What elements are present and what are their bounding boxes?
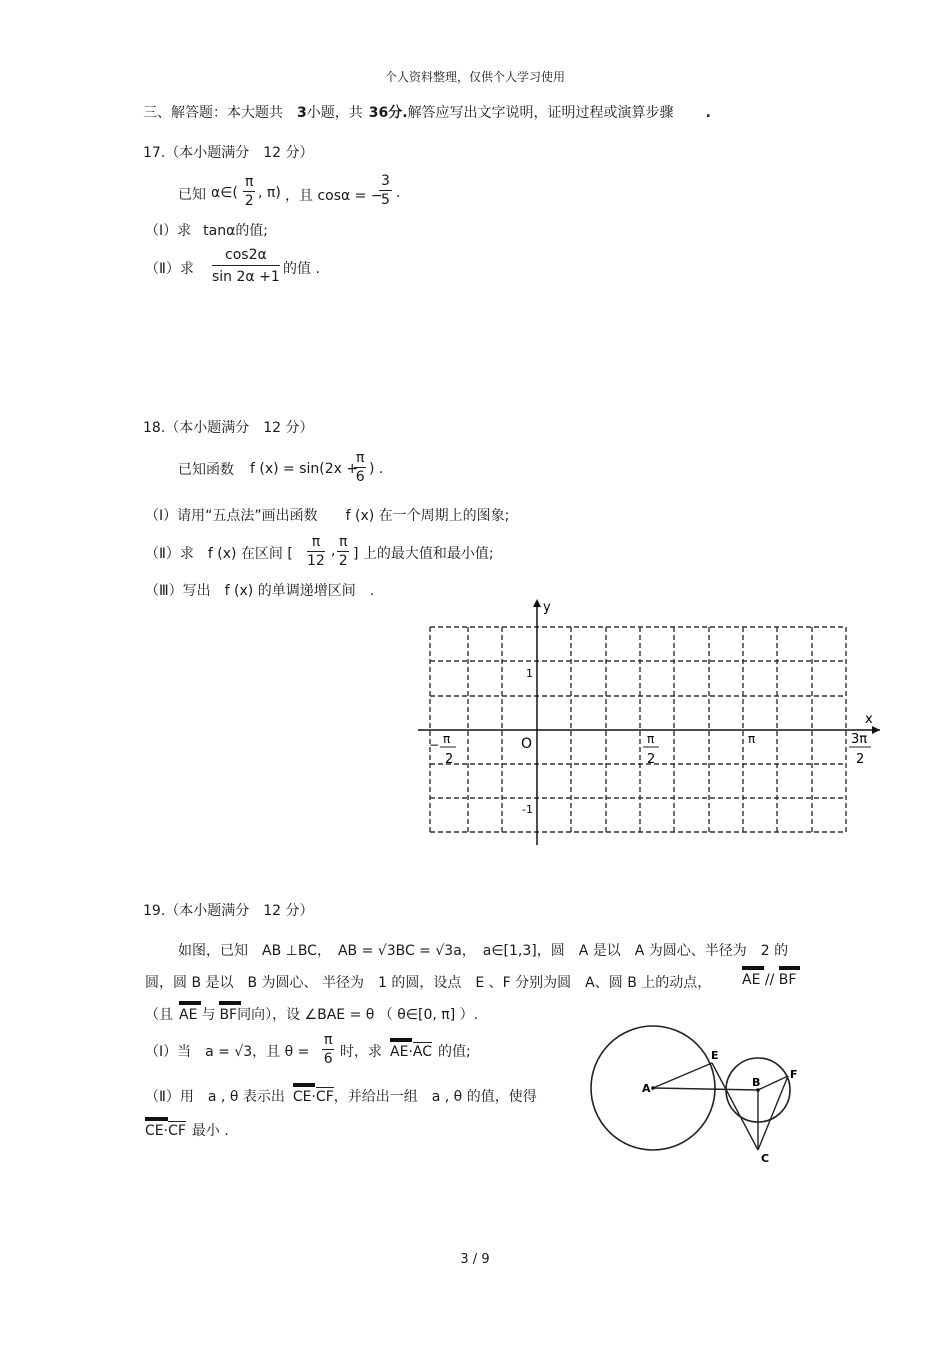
q18-part1: （Ⅰ）请用“五点法”画出函数 f (x) 在一个周期上的图象; [145,508,510,524]
q19-frac-pi: π [324,1032,333,1048]
vector-bf: BF [778,972,797,988]
dot-product-3: · [163,1123,169,1139]
label-c: C [761,1152,770,1165]
x-tick-three-pi-two: 2 [856,752,865,767]
q18-pi-over-6 [354,451,366,484]
q17-period: . [396,185,401,201]
x-axis-label: x [865,712,873,727]
section-prefix: 三、解答题：本大题共 [143,105,283,121]
label-b: B [752,1076,761,1089]
q18-function-end: ) . [369,461,384,477]
q19-part2-a: （Ⅱ）用 a , θ 表示出 [145,1089,285,1105]
q18-part3: （Ⅲ）写出 f (x) 的单调递增区间 . [145,583,375,599]
vector-ac: AC [412,1044,432,1060]
q19-line3 [145,1004,478,1024]
q17-frac-num: π [245,174,254,190]
section-end: . [705,105,711,121]
q17-alpha-in: α∈( [211,185,238,201]
q17-part2-den: sin 2α +1 [212,269,280,285]
q17-heading: 17.（本小题满分 12 分） [143,145,314,161]
page-number: 3 / 9 [460,1252,490,1267]
q17-part2-num: cos2α [212,248,280,266]
q19-part2-b: ，并给出一组 a , θ 的值，使得 [333,1089,537,1105]
q19-part2-line2 [145,1120,229,1140]
q17-part1-label: （Ⅰ）求 [145,223,192,239]
vector-ce-2: CE [145,1123,164,1139]
point-a [651,1086,655,1090]
q18-frac12-den: 12 [307,553,325,569]
q18-frac-six: 6 [355,469,365,485]
label-a: A [642,1082,651,1095]
q18-part2-a: （Ⅱ）求 f (x) 在区间 [ [145,546,293,562]
q17-three-fifths [379,174,392,207]
vector-ae: AE [742,972,761,988]
vector-bf-2: BF [219,1007,238,1023]
q19-pi-over-6 [322,1033,334,1066]
y-axis-label: y [543,600,551,615]
q18-frac2-den: 2 [338,553,348,569]
parallel-sign: // [760,972,779,988]
q18-heading: 18.（本小题满分 12 分） [143,420,314,436]
x-tick-neg-two: 2 [445,752,454,767]
section-mid: 小题，共 [306,105,363,121]
q17-cos-condition: ，且 cosα = − [285,188,383,204]
x-tick-pi-half-two: 2 [647,752,656,767]
q17-part2-fraction [212,248,280,284]
y-axis-arrow-icon [533,599,541,607]
q19-frac-six: 6 [323,1051,333,1067]
vector-ce: CE [292,1089,312,1105]
coordinate-grid [410,595,890,855]
vector-ae-3: AE [390,1044,409,1060]
q19-line3-b: 与 [201,1007,216,1023]
q19-part2-line [145,1086,537,1106]
y-tick-neg-one: -1 [522,803,533,816]
section-rest: 解答应写出文字说明，证明过程或演算步骤 [407,105,674,121]
q19-part1-c: 的值; [438,1044,471,1060]
x-axis-arrow-icon [872,726,880,734]
q17-part1 [145,220,268,240]
section-heading [143,102,711,122]
q18-frac2-num: π [339,534,348,550]
q19-line3-a: （且 [145,1007,173,1023]
section-unit: 分. [388,105,408,121]
q17-part1-suffix: 的值; [235,223,269,239]
q17-part1-expr: tanα [203,223,236,239]
page-watermark: 个人资料整理，仅供个人学习使用 [384,70,565,84]
q19-line2: 圆，圆 B 是以 B 为圆心、 半径为 1 的圆，设点 E 、F 分别为圆 A、圆 B 上的动点， [145,975,712,991]
label-f: F [790,1068,798,1081]
q18-given-prefix: 已知函数 [178,462,234,478]
q19-heading: 19.（本小题满分 12 分） [143,903,314,919]
y-tick-one: 1 [526,667,533,680]
q17-part2-label: （Ⅱ）求 [145,261,194,277]
q19-part1-when: 时，求 [340,1044,382,1060]
q18-part2-b: ] 上的最大值和最小值; [353,546,494,562]
q17-part2-suffix: 的值 . [283,261,320,277]
x-tick-neg-pi: π [443,732,451,746]
label-e: E [711,1049,719,1062]
vector-ae-2: AE [179,1007,198,1023]
x-tick-pi-half-pi: π [647,732,655,746]
q18-frac-pi: π [356,450,365,466]
q17-frac-three: 3 [381,173,390,189]
dot-product-2: · [311,1089,316,1105]
q17-frac-den: 2 [244,193,254,209]
segment-ae [653,1063,712,1088]
q18-comma: , [331,543,336,559]
section-count: 3 [297,105,307,121]
circles-figure [585,1020,805,1170]
q19-line3-c: 同向），设 ∠BAE = θ （ θ∈[0, π] ）. [237,1007,479,1023]
q19-line1: 如图，已知 AB ⊥BC， AB = √3BC = √3a， a∈[1,3]，圆 A 是以 A 为圆心、半径为 2 的 [178,943,789,959]
q19-part1-b [340,1041,471,1061]
q19-part2-c: 最小 . [191,1123,229,1139]
section-score: 36 [368,105,389,121]
dot-product-1: · [408,1044,413,1060]
q18-pi-over-2 [337,535,349,568]
vector-cf: CF [315,1089,334,1105]
q19-part1-a: （Ⅰ）当 a = √3，且 θ = [145,1044,310,1060]
q18-pi-over-12 [307,535,325,568]
x-tick-neg-sign: − [429,738,440,752]
x-tick-pi: π [748,732,756,746]
vector-cf-2: CF [168,1123,186,1139]
q17-pi-over-2 [243,175,255,208]
segment-ab [653,1088,758,1090]
segment-fc [758,1076,788,1150]
q17-interval-close: , π) [258,185,281,201]
q18-frac12-num: π [307,535,325,552]
x-tick-three-pi: 3π [851,732,868,747]
q18-function: f (x) = sin(2x + [250,461,359,477]
q17-given-prefix: 已知 [178,187,206,203]
origin-label: O [521,736,533,752]
q17-frac-five: 5 [381,192,390,208]
q19-parallel [742,972,796,988]
